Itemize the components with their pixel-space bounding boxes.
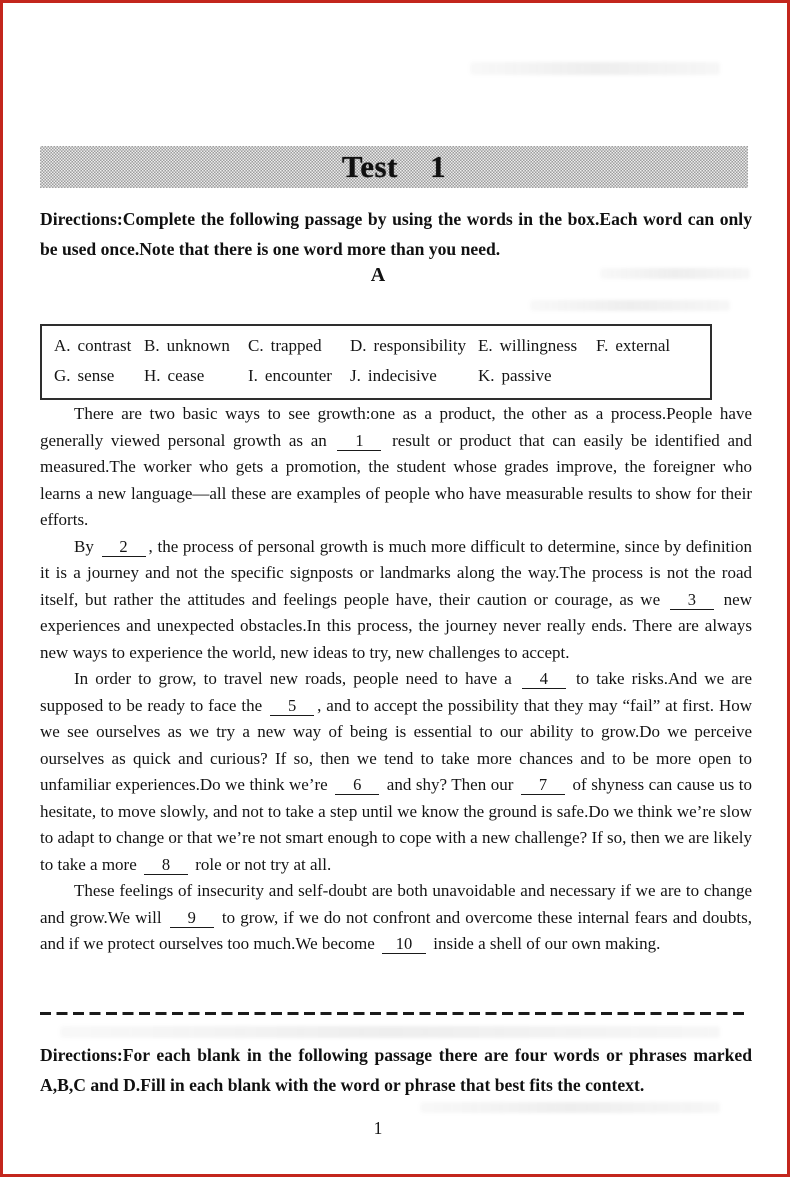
word-option-key: G. (54, 366, 71, 385)
word-option-text: trapped (270, 336, 322, 355)
passage (40, 401, 752, 958)
word-option-key: I. (248, 366, 258, 385)
word-box-item (54, 334, 144, 358)
word-option-key: H. (144, 366, 161, 385)
word-option-text: sense (77, 366, 115, 385)
word-option-key: F. (596, 336, 609, 355)
word-option-key: E. (478, 336, 493, 355)
word-box-item (350, 334, 478, 358)
directions-section-b: Directions:For each blank in the following passage there are four words or phrases marked A,B,C and D.Fill in each blank with the word or phrase that best fits the context. (40, 1045, 752, 1095)
word-box-item (54, 364, 144, 388)
word-option-text: indecisive (367, 366, 437, 385)
bleedthrough-artifact (420, 1102, 720, 1113)
directions-section-a: Directions:Complete the following passage by using the words in the box.Each word can only be used once.Note that there is one word more than you need. (40, 209, 752, 259)
blank-6: 6 (335, 775, 379, 795)
word-option-text: unknown (166, 336, 230, 355)
blank-3: 3 (670, 590, 714, 610)
bleedthrough-artifact (470, 62, 720, 75)
word-box-item (596, 334, 710, 358)
blank-7: 7 (521, 775, 565, 795)
word-option-text: encounter (264, 366, 332, 385)
word-option-text: responsibility (373, 336, 467, 355)
word-option-key: J. (350, 366, 361, 385)
passage-paragraph: These feelings of insecurity and self-doubt are both unavoidable and necessary if we are to change and grow.We will 9 to grow, if we do not confront and overcome these internal fears and doubts, and if we protect ourselves too much.We become 10 inside a shell of our own making. (40, 881, 752, 953)
blank-8: 8 (144, 855, 188, 875)
blank-4: 4 (522, 669, 566, 689)
word-option-text: passive (501, 366, 552, 385)
word-option-key: D. (350, 336, 367, 355)
section-separator-dashed-line (40, 1012, 748, 1015)
passage-paragraph: By 2 , the process of personal growth is much more difficult to determine, since by definition it is a journey and not the specific signposts or landmarks along the way.The process is not the road itself, but rather the attitudes and feelings people have, their caution or courage, as we 3 new experiences and unexpected obstacles.In this process, the journey never really ends. There are always new ways to experience the world, new ideas to try, new challenges to accept. (40, 536, 753, 662)
word-box-item (478, 334, 596, 358)
blank-2: 2 (102, 537, 146, 557)
blank-1: 1 (337, 431, 381, 451)
word-box (40, 324, 712, 400)
word-box-item (350, 364, 478, 388)
word-box-item (248, 334, 350, 358)
word-option-text: contrast (77, 336, 132, 355)
bleedthrough-artifact (530, 300, 730, 311)
word-option-text: cease (167, 366, 205, 385)
word-box-item (144, 364, 248, 388)
word-box-item (478, 364, 596, 388)
word-option-text: external (615, 336, 671, 355)
passage-paragraph: There are two basic ways to see growth:one as a product, the other as a process.People have generally viewed personal growth as an 1 result or product that can easily be identified and measured.The worker who gets a promotion, the student whose grades improve, the foreigner who learns a new language—all these are examples of people who have measurable results to show for their efforts. (40, 404, 752, 529)
section-a-label: A (370, 264, 386, 286)
word-box-item (144, 334, 248, 358)
test-header-bar (40, 146, 748, 188)
word-box-item (248, 364, 350, 388)
word-option-key: B. (144, 336, 160, 355)
word-option-key: C. (248, 336, 264, 355)
test-title: Test 1 (341, 149, 447, 184)
passage-paragraph: In order to grow, to travel new roads, people need to have a 4 to take risks.And we are supposed to be ready to face the 5 , and to accept the possibility that they may “fail” at first. How we see ourselves as we try a new way of being is essential to our ability to grow.Do we perceive ourselves as quick and curious? If so, then we tend to take more chances and to be more open to unfamiliar experiences.Do we think we’re 6 and shy? Then our 7 of shyness can cause us to hesitate, to move slowly, and not to take a step until we know the ground is safe.Do we think we’re slow to adapt to change or that we’re not smart enough to cope with a new challenge? If so, then we are likely to take a more 8 role or not try at all. (40, 669, 752, 874)
page-number: 1 (373, 1118, 383, 1138)
bleedthrough-artifact (60, 1026, 720, 1038)
blank-10: 10 (382, 934, 426, 954)
blank-9: 9 (170, 908, 214, 928)
word-option-key: K. (478, 366, 495, 385)
blank-5: 5 (270, 696, 314, 716)
word-option-text: willingness (499, 336, 578, 355)
word-option-key: A. (54, 336, 71, 355)
